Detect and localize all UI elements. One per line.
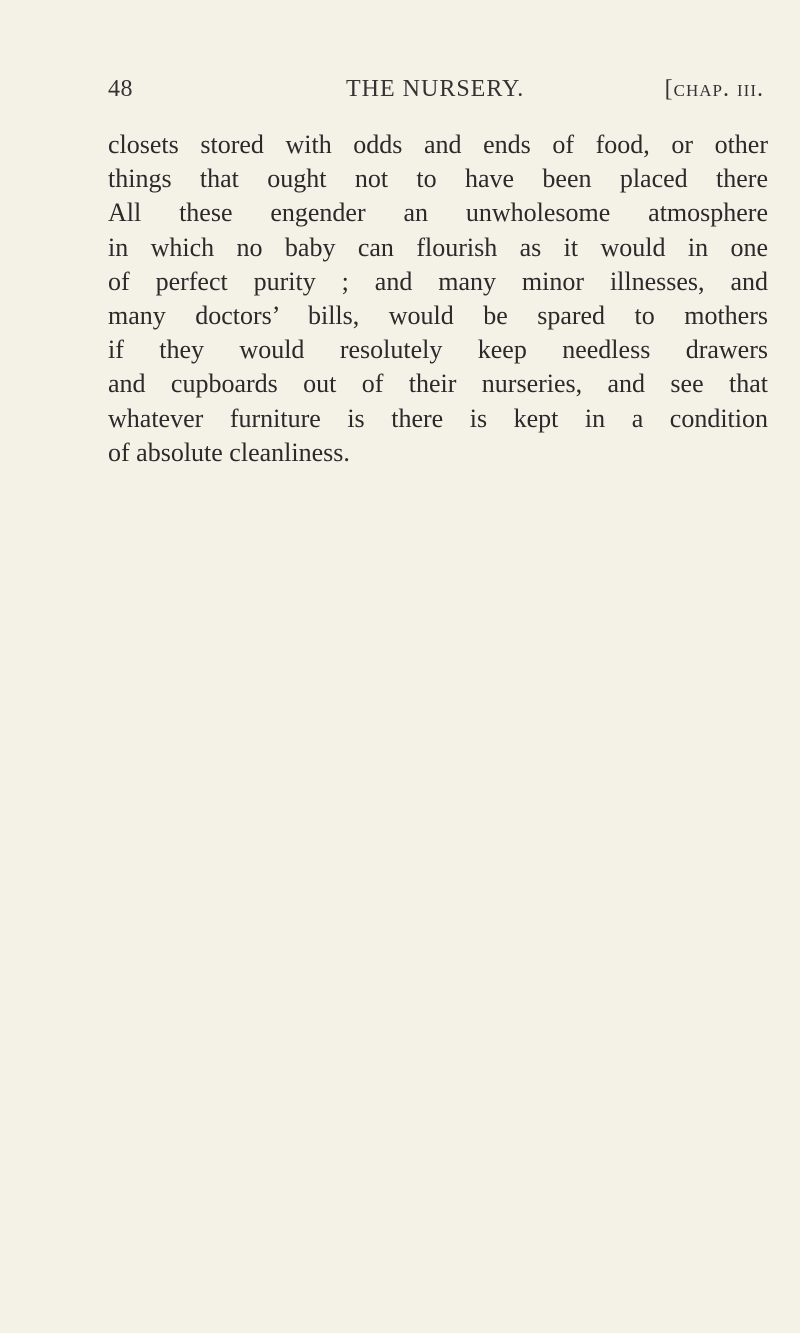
text-line: many doctors’ bills, would be spared to mothers bbox=[108, 301, 768, 331]
running-head bbox=[108, 76, 764, 110]
text-line: in which no baby can flourish as it would in one bbox=[108, 232, 768, 262]
text-line: things that ought not to have been placed there bbox=[108, 164, 768, 194]
text-line: if they would resolutely keep needless drawers bbox=[108, 335, 768, 365]
chapter-reference: [chap. iii. bbox=[664, 76, 764, 102]
text-line: of absolute cleanliness. bbox=[108, 437, 350, 467]
text-line: closets stored with odds and ends of food, or other bbox=[108, 130, 768, 159]
text-line: of perfect purity ; and many minor illnesses, and bbox=[108, 266, 768, 296]
running-title: THE NURSERY. bbox=[346, 76, 525, 102]
text-line: and cupboards out of their nurseries, and see that bbox=[108, 369, 768, 399]
page-number: 48 bbox=[108, 76, 133, 102]
text-line: whatever furniture is there is kept in a condition bbox=[108, 403, 768, 433]
text-line: All these engender an unwholesome atmosphere bbox=[108, 198, 768, 228]
body-paragraph bbox=[108, 128, 768, 470]
